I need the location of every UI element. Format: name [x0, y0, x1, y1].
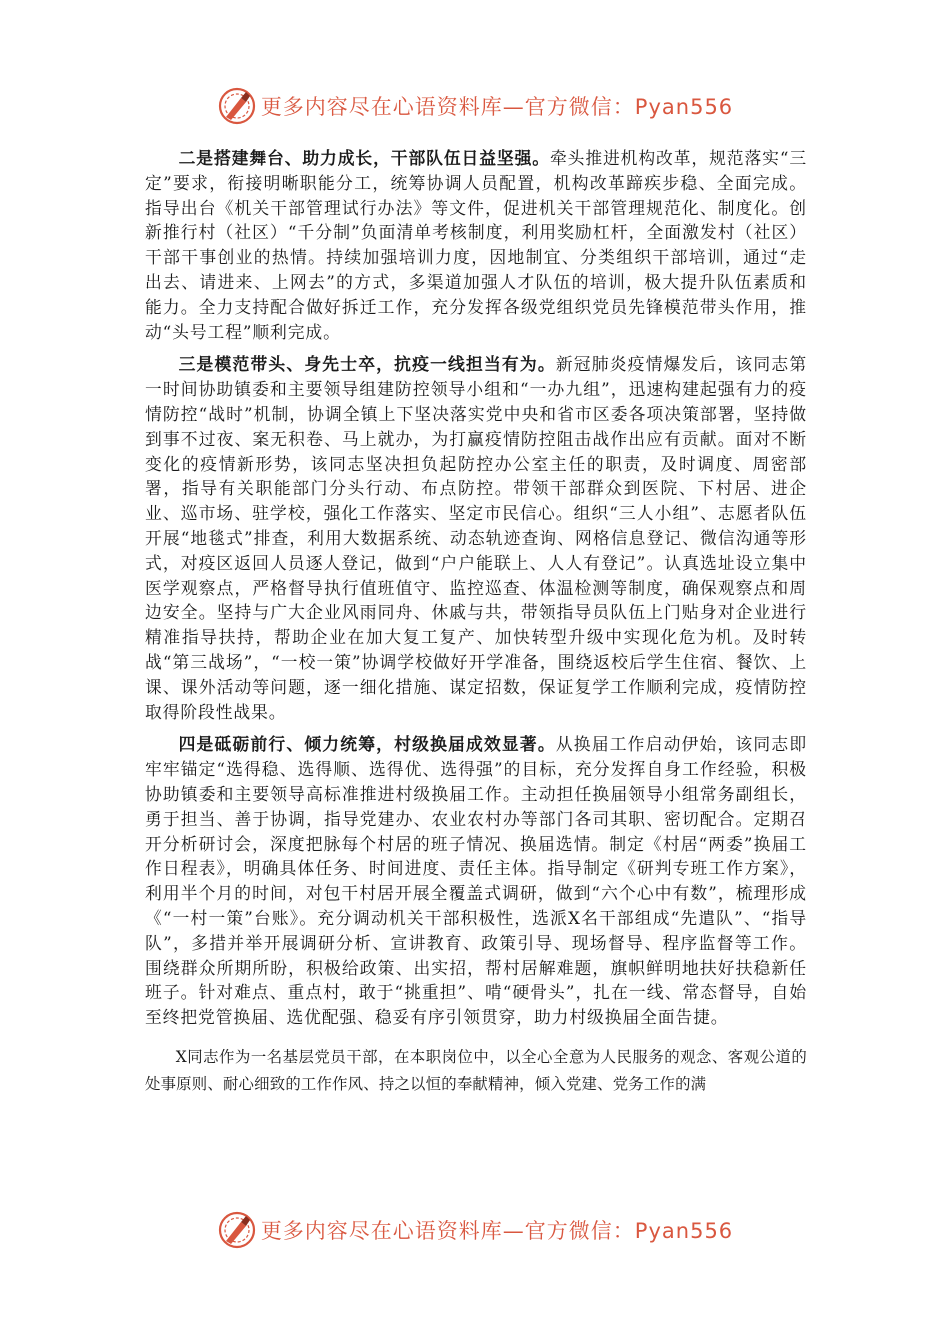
- paragraph-text: 新冠肺炎疫情爆发后，该同志第一时间协助镇委和主要领导组建防控领导小组和“一办九组”，迅速构建起强有力的疫情防控“战时”机制，协调全镇上下坚决落实党中央和省市区委各项决策部署，坚持做到事不过夜、案无积卷、马上就办，为打赢疫情防控阻击战作出应有贡献。面对不断变化的疫情新形势，该同志坚决担负起防控办公室主任的职责，及时调度、周密部署，指导有关职能部门分头行动、布点防控。带领干部群众到医院、下村居、进企业、巡市场、驻学校，强化工作落实、坚定市民信心。组织“三人小组”、志愿者队伍开展“地毯式”排查，利用大数据系统、动态轨迹查询、网格信息登记、微信沟通等形式，对疫区返回人员逐人登记，做到“户户能联上、人人有登记”。认真选址设立集中医学观察点，严格督导执行值班值守、监控巡查、体温检测等制度，确保观察点和周边安全。坚持与广大企业风雨同舟、休戚与共，带领指导员队伍上门贴身对企业进行精准指导扶持，帮助企业在加大复工复产、加快转型升级中实现化危为机。及时转战“第三战场”，“一校一策”协调学校做好开学准备，围绕返校后学生住宿、餐饮、上课、课外活动等问题，逐一细化措施、谋定招数，保证复学工作顺利完成，疫情防控取得阶段性战果。: [145, 354, 808, 722]
- pen-nib-icon: [217, 1210, 257, 1250]
- paragraph-text: 牵头推进机构改革，规范落实“三定”要求，衔接明晰职能分工，统筹协调人员配置，机构改革蹄疾步稳、全面完成。指导出台《机关干部管理试行办法》等文件，促进机关干部管理规范化、制度化。创新推行村（社区）“千分制”负面清单考核制度，利用奖励杠杆，全面激发村（社区）干部干事创业的热情。持续加强培训力度，因地制宜、分类组织干部培训，通过“走出去、请进来、上网去”的方式，多渠道加强人才队伍的培训，极大提升队伍素质和能力。全力支持配合做好拆迁工作，充分发挥各级党组织党员先锋模范带头作用，推动“头号工程”顺利完成。: [145, 148, 807, 342]
- paragraph-text: X同志作为一名基层党员干部，在本职岗位中，以全心全意为人民服务的观念、客观公道的处事原则、耐心细致的工作作风、持之以恒的奉献精神，倾入党建、党务工作的满: [145, 1047, 807, 1093]
- watermark-header: [0, 84, 950, 128]
- document-body: [145, 146, 807, 1106]
- paragraph: [145, 732, 807, 1030]
- paragraph: [145, 146, 807, 344]
- paragraph-closing: [145, 1044, 807, 1098]
- watermark-text: 更多内容尽在心语资料库—官方微信：Pyan556: [260, 95, 734, 119]
- pen-nib-icon: [217, 86, 257, 126]
- paragraph-lead: 三是模范带头、身先士卒，抗疫一线担当有为。: [178, 354, 556, 375]
- watermark-text: 更多内容尽在心语资料库—官方微信：Pyan556: [260, 1219, 734, 1243]
- paragraph-lead: 四是砥砺前行、倾力统筹，村级换届成效显著。: [178, 734, 556, 755]
- paragraph-text: 从换届工作启动伊始，该同志即牢牢锚定“选得稳、选得顺、选得优、选得强”的目标，充分发挥自身工作经验，积极协助镇委和主要领导高标准推进村级换届工作。主动担任换届领导小组常务副组长，勇于担当、善于协调，指导党建办、农业农村办等部门各司其职、密切配合。定期召开分析研讨会，深度把脉每个村居的班子情况、换届选情。制定《村居“两委”换届工作日程表》，明确具体任务、时间进度、责任主体。指导制定《研判专班工作方案》，利用半个月的时间，对包干村居开展全覆盖式调研，做到“六个心中有数”，梳理形成《“一村一策”台账》。充分调动机关干部积极性，选派X名干部组成“先遣队”、“指导队”，多措并举开展调研分析、宣讲教育、政策引导、现场督导、程序监督等工作。围绕群众所期所盼，积极给政策、出实招，帮村居解难题，旗帜鲜明地扶好扶稳新任班子。针对难点、重点村，敢于“挑重担”、啃“硬骨头”，扎在一线、常态督导，自始至终把党管换届、选优配强、稳妥有序引领贯穿，助力村级换届全面告捷。: [145, 734, 808, 1028]
- paragraph-lead: 二是搭建舞台、助力成长，干部队伍日益坚强。: [178, 148, 550, 168]
- watermark-footer: [0, 1208, 950, 1252]
- paragraph: [145, 352, 807, 724]
